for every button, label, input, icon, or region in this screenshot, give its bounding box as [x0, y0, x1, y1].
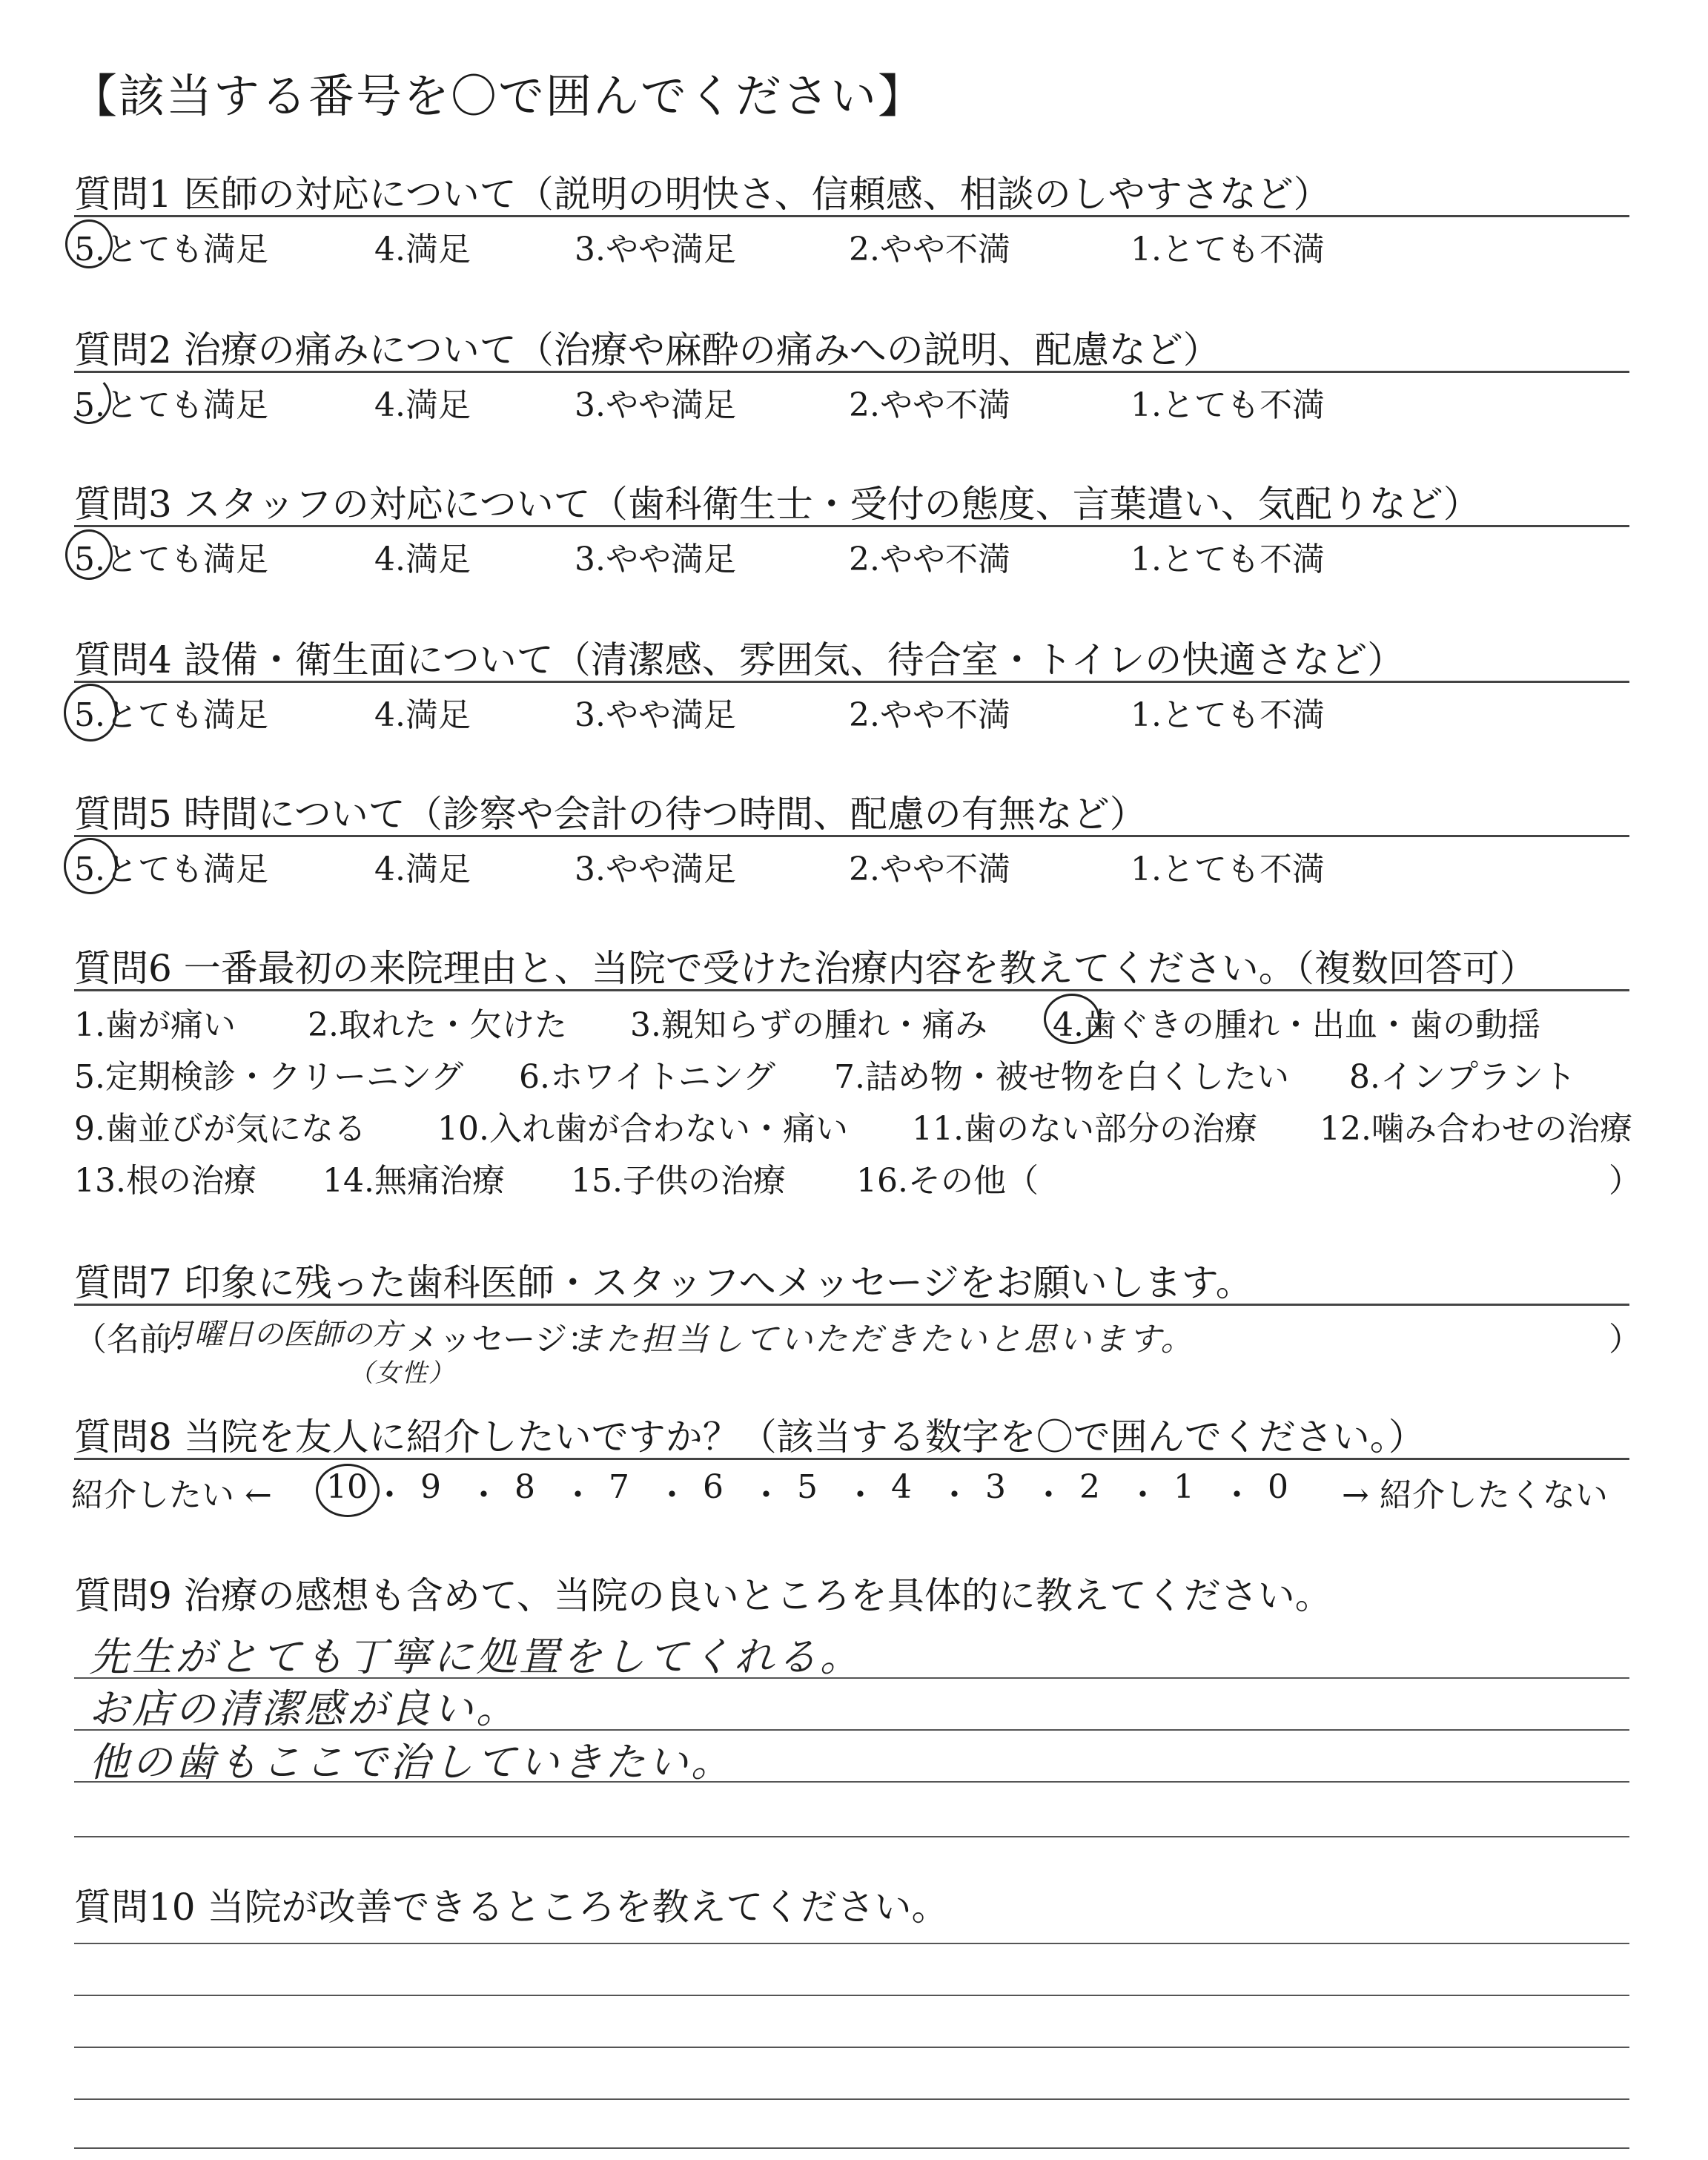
- selection-circle: [316, 1464, 380, 1517]
- scale-value[interactable]: 2: [1079, 1468, 1100, 1506]
- scale-separator: ・: [938, 1476, 971, 1514]
- option-2[interactable]: 2.やや不満: [849, 851, 1010, 888]
- option-1[interactable]: 1.とても不満: [1131, 231, 1325, 268]
- selection-circle: [65, 529, 113, 580]
- writing-line: [74, 2147, 1629, 2149]
- q6-item[interactable]: 9.歯並びが気になる: [74, 1110, 366, 1148]
- scale-separator: ・: [844, 1476, 877, 1514]
- writing-line: [74, 1836, 1629, 1837]
- option-3[interactable]: 3.やや満足: [575, 541, 736, 578]
- scale-separator: ・: [1126, 1476, 1159, 1514]
- scale-value[interactable]: 8: [514, 1468, 535, 1506]
- scale-separator: ・: [561, 1476, 595, 1514]
- option-2[interactable]: 2.やや不満: [849, 386, 1010, 424]
- closing-paren: ）: [1609, 1321, 1641, 1358]
- answer-line: 先生がとても丁寧に処置をしてくれる。: [89, 1634, 863, 1680]
- q6-item[interactable]: 1.歯が痛い: [74, 1006, 236, 1044]
- option-4[interactable]: 4.満足: [374, 851, 471, 888]
- writing-line: [74, 1781, 1629, 1783]
- scale-value[interactable]: 0: [1268, 1468, 1288, 1506]
- divider: [74, 525, 1629, 527]
- writing-line: [74, 1995, 1629, 1996]
- q6-item[interactable]: 16.その他（: [856, 1162, 1039, 1200]
- scale-value[interactable]: 7: [609, 1468, 629, 1506]
- scale-separator: ・: [1220, 1476, 1254, 1514]
- q6-item[interactable]: 8.インプラント: [1349, 1058, 1576, 1096]
- option-3[interactable]: 3.やや満足: [575, 696, 736, 734]
- recommend-right-label: → 紹介したくない: [1342, 1476, 1608, 1514]
- option-3[interactable]: 3.やや満足: [575, 386, 736, 424]
- scale-value[interactable]: 9: [420, 1468, 441, 1506]
- scale-separator: ・: [467, 1476, 500, 1514]
- selection-circle: [65, 219, 113, 268]
- q6-item[interactable]: 6.ホワイトニング: [519, 1058, 776, 1096]
- q6-item[interactable]: 13.根の治療: [74, 1162, 256, 1200]
- divider: [74, 371, 1629, 373]
- q6-item[interactable]: 15.子供の治療: [571, 1162, 786, 1200]
- divider: [74, 835, 1629, 837]
- scale-value[interactable]: 5: [797, 1468, 818, 1506]
- selection-circle: [1044, 994, 1100, 1044]
- message-handwritten: また担当していただきたいと思います。: [571, 1321, 1196, 1358]
- option-5[interactable]: 5.とても満足: [74, 851, 268, 888]
- divider: [74, 1458, 1629, 1460]
- divider: [74, 1304, 1629, 1306]
- option-5[interactable]: 5.とても満足: [74, 696, 268, 734]
- scale-separator: ・: [655, 1476, 689, 1514]
- option-4[interactable]: 4.満足: [374, 231, 471, 268]
- q6-item[interactable]: 2.取れた・欠けた: [308, 1006, 567, 1044]
- option-2[interactable]: 2.やや不満: [849, 231, 1010, 268]
- scale-value[interactable]: 4: [891, 1468, 912, 1506]
- option-1[interactable]: 1.とても不満: [1131, 386, 1325, 424]
- writing-line: [74, 2098, 1629, 2100]
- closing-paren: ）: [1609, 1162, 1641, 1200]
- option-3[interactable]: 3.やや満足: [575, 231, 736, 268]
- scale-separator: ・: [749, 1476, 783, 1514]
- option-5[interactable]: 5.とても満足: [74, 386, 268, 424]
- page-title: 【該当する番号を〇で囲んでください】: [71, 69, 926, 123]
- question-heading: 質問6 一番最初の来院理由と、当院で受けた治療内容を教えてください。（複数回答可）: [74, 947, 1537, 990]
- option-4[interactable]: 4.満足: [374, 696, 471, 734]
- option-2[interactable]: 2.やや不満: [849, 696, 1010, 734]
- scale-value[interactable]: 1: [1174, 1468, 1194, 1506]
- scale-separator: ・: [1032, 1476, 1065, 1514]
- message-label: メッセージ：: [406, 1321, 600, 1358]
- q6-item[interactable]: 7.詰め物・被せ物を白くしたい: [834, 1058, 1289, 1096]
- q6-item[interactable]: 11.歯のない部分の治療: [912, 1110, 1257, 1148]
- divider: [74, 989, 1629, 991]
- option-5[interactable]: 5.とても満足: [74, 541, 268, 578]
- answer-line: お店の清潔感が良い。: [89, 1685, 519, 1732]
- question-heading: 質問1 医師の対応について（説明の明快さ、信頼感、相談のしやすさなど）: [74, 173, 1331, 216]
- divider: [74, 215, 1629, 217]
- scale-value[interactable]: 3: [985, 1468, 1006, 1506]
- question-heading: 質問2 治療の痛みについて（治療や麻酔の痛みへの説明、配慮など）: [74, 328, 1220, 371]
- q6-item[interactable]: 3.親知らずの腫れ・痛み: [630, 1006, 987, 1044]
- option-3[interactable]: 3.やや満足: [575, 851, 736, 888]
- q6-item[interactable]: 12.噛み合わせの治療: [1320, 1110, 1632, 1148]
- option-5[interactable]: 5.とても満足: [74, 231, 268, 268]
- answer-line: 他の歯もここで治していきたい。: [89, 1739, 734, 1786]
- q6-item[interactable]: 4.歯ぐきの腫れ・出血・歯の動揺: [1053, 1006, 1540, 1044]
- writing-line: [74, 2047, 1629, 2048]
- q6-item[interactable]: 10.入れ歯が合わない・痛い: [437, 1110, 848, 1148]
- selection-circle: [64, 838, 117, 894]
- option-1[interactable]: 1.とても不満: [1131, 851, 1325, 888]
- recommend-left-label: 紹介したい ←: [71, 1476, 272, 1514]
- selection-circle: [67, 375, 111, 424]
- question-heading: 質問8 当院を友人に紹介したいですか？（該当する数字を〇で囲んでください。）: [74, 1416, 1426, 1459]
- question-heading: 質問10 当院が改善できるところを教えてください。: [74, 1886, 949, 1929]
- name-handwritten: 月曜日の医師の方: [165, 1318, 402, 1352]
- question-heading: 質問3 スタッフの対応について（歯科衛生士・受付の態度、言葉遣い、気配りなど）: [74, 483, 1480, 526]
- option-4[interactable]: 4.満足: [374, 541, 471, 578]
- q6-item[interactable]: 5.定期検診・クリーニング: [74, 1058, 464, 1096]
- option-1[interactable]: 1.とても不満: [1131, 696, 1325, 734]
- q6-item[interactable]: 14.無痛治療: [322, 1162, 505, 1200]
- scale-value[interactable]: 10: [326, 1468, 368, 1506]
- divider: [74, 681, 1629, 683]
- name-label: （名前：: [74, 1321, 205, 1358]
- scale-separator: ・: [373, 1476, 406, 1514]
- question-heading: 質問5 時間について（診察や会計の待つ時間、配慮の有無など）: [74, 793, 1147, 836]
- writing-line: [74, 1943, 1629, 1944]
- option-1[interactable]: 1.とても不満: [1131, 541, 1325, 578]
- question-heading: 質問9 治療の感想も含めて、当院の良いところを具体的に教えてください。: [74, 1574, 1332, 1617]
- name-note-handwritten: （女性）: [348, 1358, 455, 1388]
- question-heading: 質問4 設備・衛生面について（清潔感、雰囲気、待合室・トイレの快適さなど）: [74, 638, 1405, 681]
- option-2[interactable]: 2.やや不満: [849, 541, 1010, 578]
- question-heading: 質問7 印象に残った歯科医師・スタッフへメッセージをお願いします。: [74, 1261, 1253, 1304]
- selection-circle: [64, 684, 117, 742]
- option-4[interactable]: 4.満足: [374, 386, 471, 424]
- scale-value[interactable]: 6: [703, 1468, 724, 1506]
